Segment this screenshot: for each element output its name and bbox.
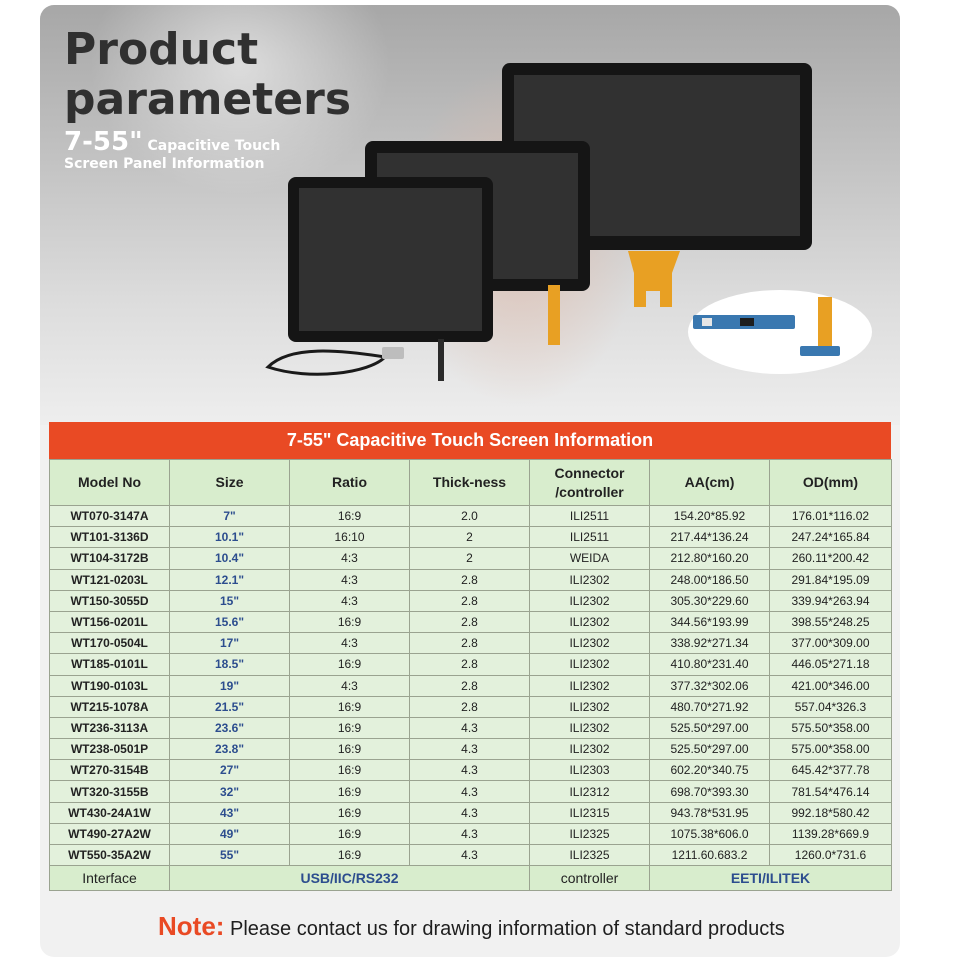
- table-title: 7-55" Capacitive Touch Screen Information: [49, 422, 891, 459]
- cell-od: 1260.0*731.6: [770, 845, 892, 866]
- table-row: [50, 590, 892, 611]
- cell-connector: ILI2302: [530, 739, 650, 760]
- cell-ratio: 4:3: [290, 675, 410, 696]
- cell-size: 23.8": [170, 739, 290, 760]
- cell-aa: 1075.38*606.0: [650, 823, 770, 844]
- cell-connector: ILI2312: [530, 781, 650, 802]
- cell-connector: ILI2302: [530, 696, 650, 717]
- cell-ratio: 16:9: [290, 760, 410, 781]
- cell-ratio: 16:9: [290, 654, 410, 675]
- cell-thickness: 4.3: [410, 845, 530, 866]
- cell-connector: ILI2302: [530, 675, 650, 696]
- cell-aa: 698.70*393.30: [650, 781, 770, 802]
- cell-connector: ILI2325: [530, 845, 650, 866]
- cell-size: 10.1": [170, 527, 290, 548]
- table-row: [50, 781, 892, 802]
- subtitle-line-1: Capacitive Touch: [147, 138, 281, 154]
- cell-ratio: 16:9: [290, 781, 410, 802]
- cell-size: 10.4": [170, 548, 290, 569]
- cell-aa: 338.92*271.34: [650, 633, 770, 654]
- note-text: Please contact us for drawing information of standard products: [230, 918, 785, 940]
- cell-aa: 525.50*297.00: [650, 717, 770, 738]
- cell-connector: ILI2303: [530, 760, 650, 781]
- cell-thickness: 2.8: [410, 611, 530, 632]
- cell-model: WT490-27A2W: [50, 823, 170, 844]
- cell-thickness: 2.8: [410, 675, 530, 696]
- table-body: [50, 506, 892, 866]
- cell-od: 421.00*346.00: [770, 675, 892, 696]
- note-label: Note:: [158, 911, 225, 941]
- table-row: [50, 760, 892, 781]
- controller-flex: [818, 297, 832, 347]
- cell-ratio: 16:9: [290, 696, 410, 717]
- controller-label: controller: [530, 866, 650, 891]
- cell-size: 18.5": [170, 654, 290, 675]
- cell-od: 176.01*116.02: [770, 506, 892, 527]
- cell-ratio: 16:10: [290, 527, 410, 548]
- cell-aa: 410.80*231.40: [650, 654, 770, 675]
- cell-size: 49": [170, 823, 290, 844]
- cell-aa: 1211.60.683.2: [650, 845, 770, 866]
- cell-connector: ILI2511: [530, 527, 650, 548]
- cell-od: 247.24*165.84: [770, 527, 892, 548]
- cell-connector: ILI2315: [530, 802, 650, 823]
- cell-thickness: 2.8: [410, 569, 530, 590]
- table-row: [50, 611, 892, 632]
- cell-connector: ILI2302: [530, 590, 650, 611]
- cell-connector: ILI2511: [530, 506, 650, 527]
- usb-plug: [382, 347, 404, 359]
- table-row: [50, 633, 892, 654]
- cell-model: WT104-3172B: [50, 548, 170, 569]
- cell-thickness: 4.3: [410, 823, 530, 844]
- cell-ratio: 4:3: [290, 569, 410, 590]
- cell-aa: 305.30*229.60: [650, 590, 770, 611]
- cell-od: 260.11*200.42: [770, 548, 892, 569]
- cell-od: 291.84*195.09: [770, 569, 892, 590]
- cell-model: WT156-0201L: [50, 611, 170, 632]
- cell-size: 32": [170, 781, 290, 802]
- header-size: Size: [170, 460, 290, 506]
- cell-size: 23.6": [170, 717, 290, 738]
- cell-connector: ILI2302: [530, 611, 650, 632]
- cell-size: 43": [170, 802, 290, 823]
- cell-od: 781.54*476.14: [770, 781, 892, 802]
- cell-ratio: 4:3: [290, 590, 410, 611]
- table-row: [50, 823, 892, 844]
- cell-connector: ILI2302: [530, 569, 650, 590]
- cell-aa: 154.20*85.92: [650, 506, 770, 527]
- cell-size: 12.1": [170, 569, 290, 590]
- cell-thickness: 4.3: [410, 760, 530, 781]
- cell-aa: 525.50*297.00: [650, 739, 770, 760]
- cell-ratio: 4:3: [290, 633, 410, 654]
- cell-od: 339.94*263.94: [770, 590, 892, 611]
- cell-size: 21.5": [170, 696, 290, 717]
- cell-thickness: 2.8: [410, 633, 530, 654]
- cell-aa: 248.00*186.50: [650, 569, 770, 590]
- hero-subtitle: [64, 127, 281, 173]
- cell-thickness: 2.0: [410, 506, 530, 527]
- cell-model: WT430-24A1W: [50, 802, 170, 823]
- cell-ratio: 16:9: [290, 802, 410, 823]
- cell-model: WT070-3147A: [50, 506, 170, 527]
- cell-od: 1139.28*669.9: [770, 823, 892, 844]
- cell-model: WT121-0203L: [50, 569, 170, 590]
- cell-od: 575.00*358.00: [770, 739, 892, 760]
- cell-thickness: 4.3: [410, 781, 530, 802]
- cell-model: WT320-3155B: [50, 781, 170, 802]
- cell-model: WT190-0103L: [50, 675, 170, 696]
- table-row: [50, 506, 892, 527]
- cell-thickness: 4.3: [410, 802, 530, 823]
- cell-model: WT101-3136D: [50, 527, 170, 548]
- controller-value: EETI/ILITEK: [650, 866, 892, 891]
- controller-bubble: [688, 290, 872, 374]
- product-card: [40, 5, 900, 957]
- table-footer-row: [50, 866, 892, 891]
- table-row: [50, 717, 892, 738]
- cell-connector: ILI2302: [530, 633, 650, 654]
- cell-size: 7": [170, 506, 290, 527]
- cell-model: WT185-0101L: [50, 654, 170, 675]
- interface-value: USB/IIC/RS232: [170, 866, 530, 891]
- cell-ratio: 4:3: [290, 548, 410, 569]
- cell-ratio: 16:9: [290, 717, 410, 738]
- cell-od: 992.18*580.42: [770, 802, 892, 823]
- table-row: [50, 675, 892, 696]
- cell-size: 55": [170, 845, 290, 866]
- table-row: [50, 654, 892, 675]
- cell-od: 398.55*248.25: [770, 611, 892, 632]
- cell-thickness: 2.8: [410, 696, 530, 717]
- cell-connector: ILI2302: [530, 654, 650, 675]
- note: [158, 911, 785, 944]
- cell-model: WT215-1078A: [50, 696, 170, 717]
- table-header-row: [50, 460, 892, 506]
- cell-model: WT236-3113A: [50, 717, 170, 738]
- table-row: [50, 548, 892, 569]
- cell-size: 27": [170, 760, 290, 781]
- cell-thickness: 2: [410, 527, 530, 548]
- cell-aa: 212.80*160.20: [650, 548, 770, 569]
- cell-od: 645.42*377.78: [770, 760, 892, 781]
- header-model: Model No: [50, 460, 170, 506]
- table-row: [50, 845, 892, 866]
- cell-ratio: 16:9: [290, 506, 410, 527]
- flex-cable-small: [438, 339, 444, 381]
- cell-aa: 480.70*271.92: [650, 696, 770, 717]
- cell-size: 17": [170, 633, 290, 654]
- title-line-2: parameters: [64, 74, 352, 125]
- spec-table-container: [49, 422, 891, 891]
- cell-aa: 377.32*302.06: [650, 675, 770, 696]
- cell-od: 377.00*309.00: [770, 633, 892, 654]
- cell-size: 19": [170, 675, 290, 696]
- page-title: [64, 25, 351, 125]
- size-range: 7-55": [64, 127, 143, 157]
- cell-thickness: 2.8: [410, 590, 530, 611]
- cell-connector: WEIDA: [530, 548, 650, 569]
- cell-model: WT150-3055D: [50, 590, 170, 611]
- cell-model: WT238-0501P: [50, 739, 170, 760]
- cell-thickness: 4.3: [410, 717, 530, 738]
- table-row: [50, 527, 892, 548]
- header-od: OD(mm): [770, 460, 892, 506]
- cell-aa: 344.56*193.99: [650, 611, 770, 632]
- cell-od: 557.04*326.3: [770, 696, 892, 717]
- cell-connector: ILI2325: [530, 823, 650, 844]
- header-connector: Connector /controller: [530, 460, 650, 506]
- cell-ratio: 16:9: [290, 611, 410, 632]
- cell-size: 15": [170, 590, 290, 611]
- header-thickness: Thick-ness: [410, 460, 530, 506]
- cell-od: 446.05*271.18: [770, 654, 892, 675]
- cell-ratio: 16:9: [290, 823, 410, 844]
- table-row: [50, 739, 892, 760]
- cell-thickness: 2: [410, 548, 530, 569]
- table-row: [50, 696, 892, 717]
- cell-thickness: 4.3: [410, 739, 530, 760]
- cell-thickness: 2.8: [410, 654, 530, 675]
- cell-connector: ILI2302: [530, 717, 650, 738]
- table-row: [50, 802, 892, 823]
- header-aa: AA(cm): [650, 460, 770, 506]
- subtitle-line-2: Screen Panel Information: [64, 156, 265, 172]
- cell-aa: 602.20*340.75: [650, 760, 770, 781]
- cell-aa: 217.44*136.24: [650, 527, 770, 548]
- header-ratio: Ratio: [290, 460, 410, 506]
- hero-banner: [40, 5, 900, 425]
- cell-aa: 943.78*531.95: [650, 802, 770, 823]
- flex-cable-medium: [548, 285, 560, 345]
- cell-ratio: 16:9: [290, 845, 410, 866]
- usb-cable: [268, 351, 385, 374]
- flex-cable-large: [628, 251, 680, 307]
- interface-label: Interface: [50, 866, 170, 891]
- cell-model: WT550-35A2W: [50, 845, 170, 866]
- cell-od: 575.50*358.00: [770, 717, 892, 738]
- title-line-1: Product: [64, 24, 259, 75]
- cell-model: WT270-3154B: [50, 760, 170, 781]
- cell-size: 15.6": [170, 611, 290, 632]
- cell-ratio: 16:9: [290, 739, 410, 760]
- cell-model: WT170-0504L: [50, 633, 170, 654]
- spec-table: [49, 459, 892, 891]
- table-row: [50, 569, 892, 590]
